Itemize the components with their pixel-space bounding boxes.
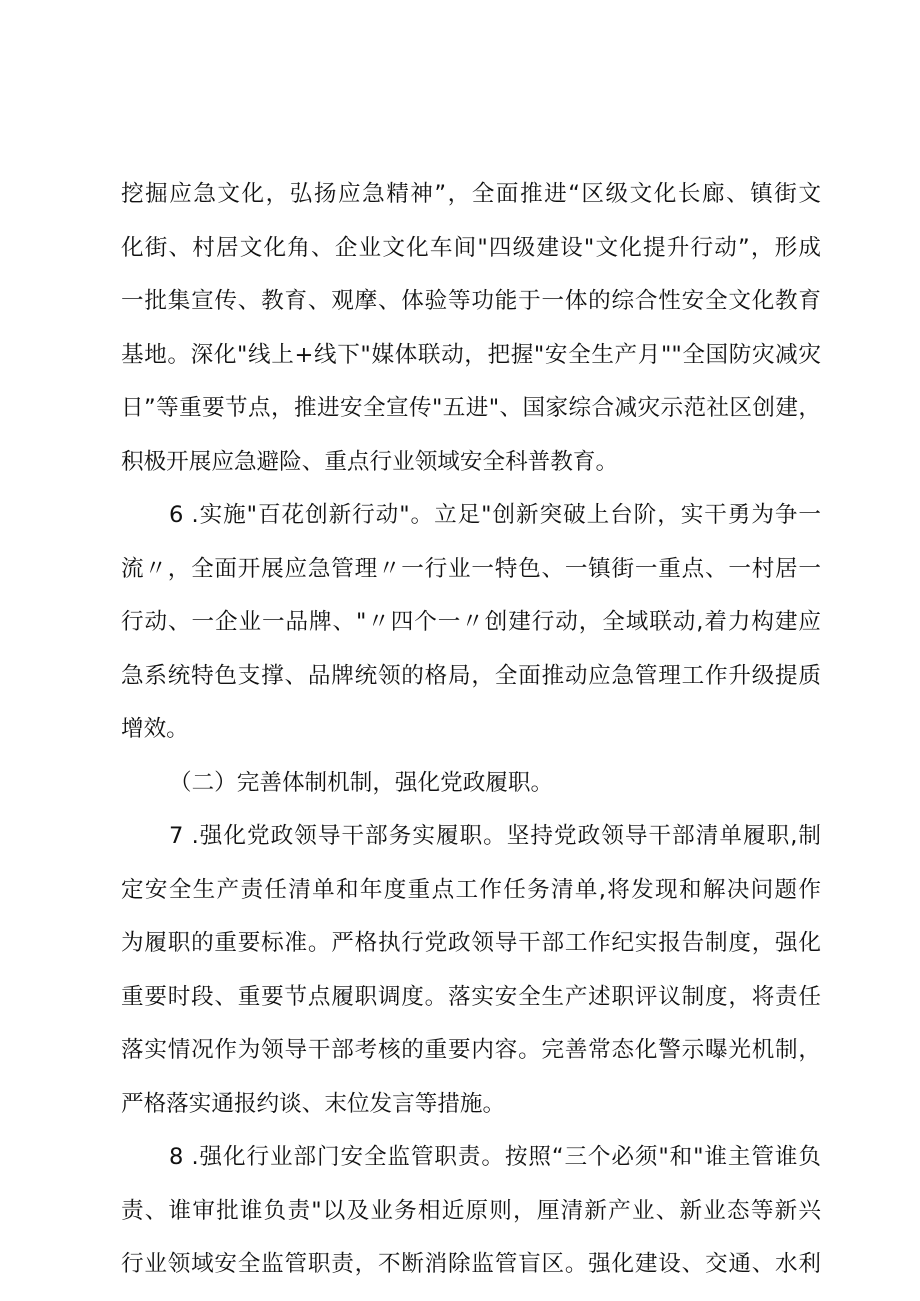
text-line: 责、谁审批谁负责"以及业务相近原则，厘清新产业、新业态等新兴 <box>121 1197 821 1224</box>
text-line: 基地。深化"线上+线下"媒体联动，把握"安全生产月""全国防灾减灾 <box>121 341 821 368</box>
text-line: 一批集宣传、教育、观摩、体验等功能于一体的综合性安全文化教育 <box>121 288 821 314</box>
paragraph-start-line: 6 .实施"百花创新行动"。立足"创新突破上台阶，实干勇为争一 <box>169 502 821 528</box>
paragraph-start-line: 8 .强化行业部门安全监管职责。按照“三个必须"和"谁主管谁负 <box>169 1144 821 1170</box>
text-line: 严格落实通报约谈、末位发言等措施。 <box>121 1090 506 1117</box>
text-line: 为履职的重要标准。严格执行党政领导干部工作纪实报告制度，强化 <box>121 930 821 956</box>
text-line: 急系统特色支撑、品牌统领的格局，全面推动应急管理工作升级提质 <box>121 662 821 689</box>
text-line: 日”等重要节点，推进安全宣传"五进"、国家综合减灾示范社区创建， <box>121 395 821 421</box>
text-line: 积极开展应急避险、重点行业领域安全科普教育。 <box>121 448 619 475</box>
text-line: 增效。 <box>121 716 189 742</box>
text-line: 化街、村居文化角、企业文化车间"四级建设"文化提升行动”，形成 <box>121 234 821 261</box>
text-line: 挖掘应急文化，弘扬应急精神”，全面推进“区级文化长廊、镇街文 <box>121 181 821 207</box>
paragraph-start-line: 7 .强化党政领导干部务实履职。坚持党政领导干部清单履职,制 <box>169 823 821 849</box>
text-line: 落实情况作为领导干部考核的重要内容。完善常态化警示曝光机制， <box>121 1037 821 1063</box>
text-line: 行动、一企业一品牌、"〃四个一〃创建行动，全域联动,着力构建应 <box>121 609 821 635</box>
text-line: 定安全生产责任清单和年度重点工作任务清单,将发现和解决问题作 <box>121 876 821 903</box>
text-line: 行业领域安全监管职责，不断消除监管盲区。强化建设、交通、水利 <box>121 1251 821 1277</box>
text-line: 流〃，全面开展应急管理〃一行业一特色、一镇街一重点、一村居一 <box>121 555 821 582</box>
text-line: 重要时段、重要节点履职调度。落实安全生产述职评议制度，将责任 <box>121 983 821 1010</box>
section-heading: （二）完善体制机制，强化党政履职。 <box>169 769 554 796</box>
document-body <box>121 168 821 1292</box>
